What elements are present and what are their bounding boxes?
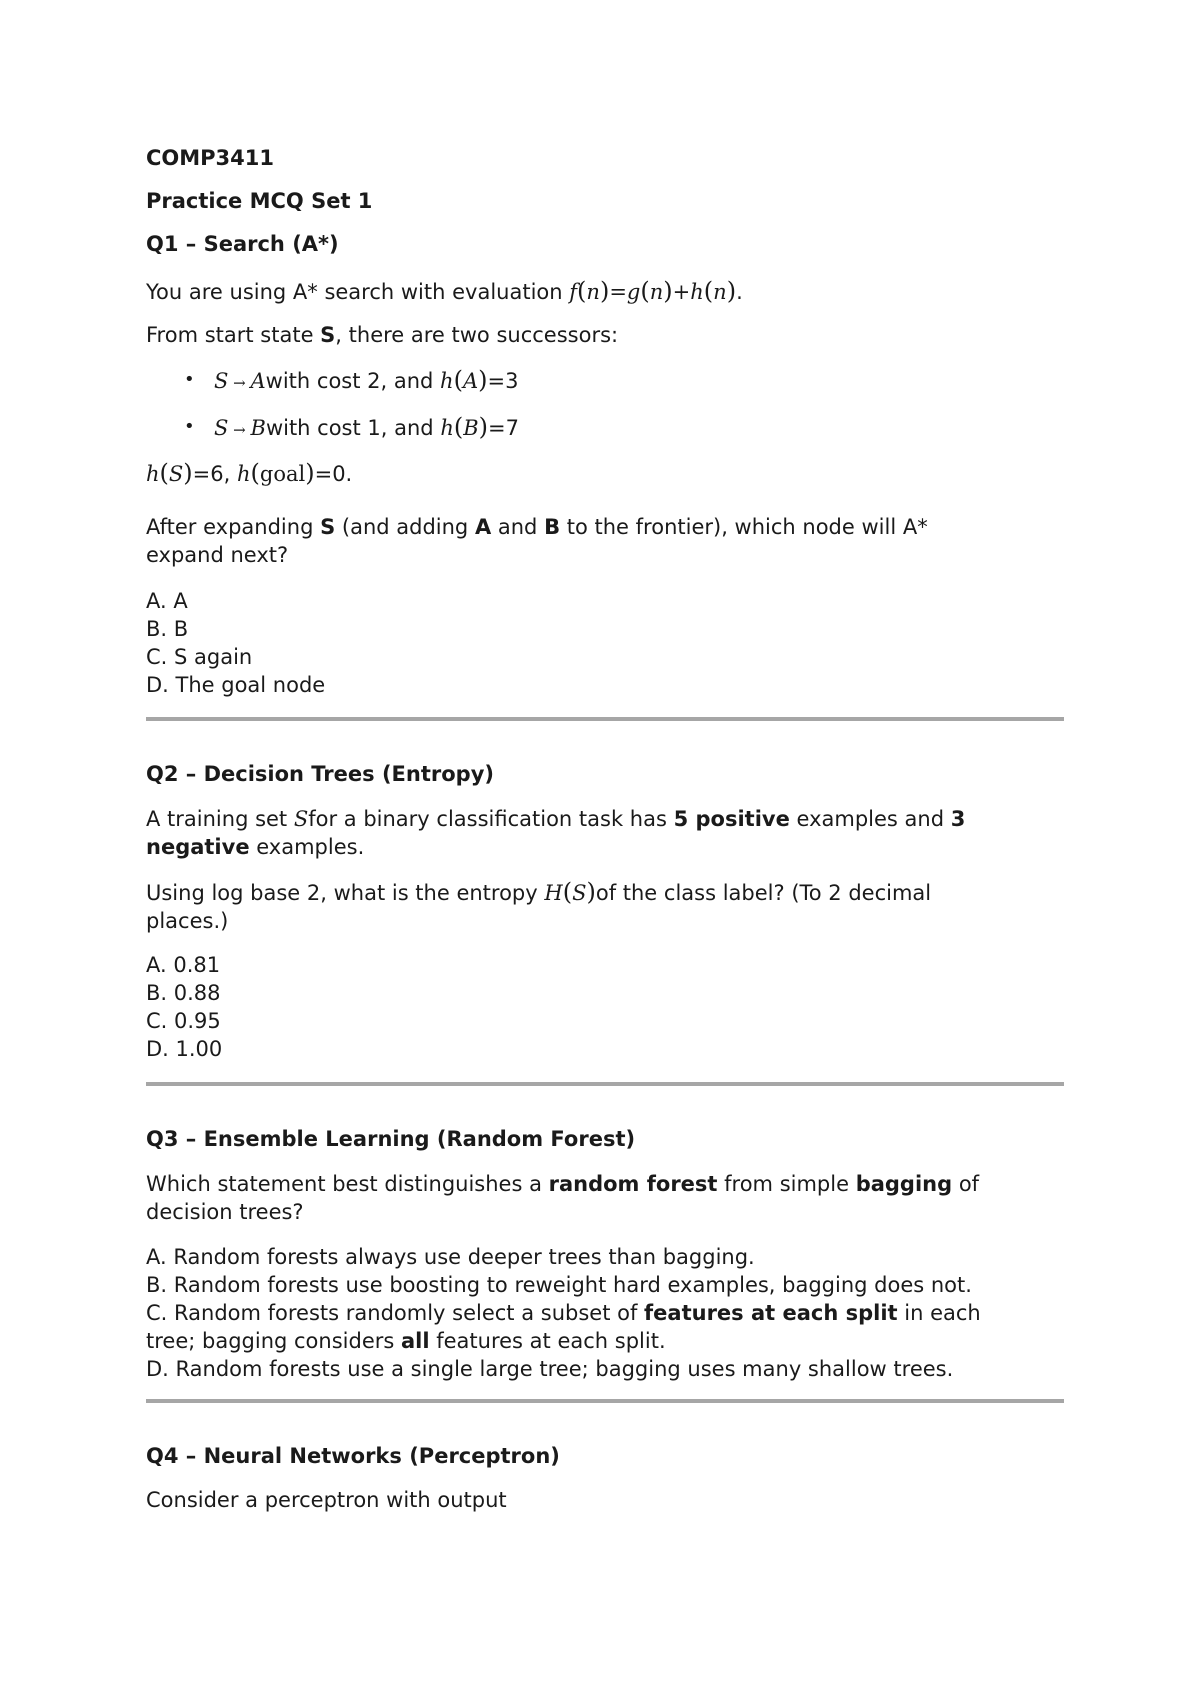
q2-paragraph-1: A training set Sfor a binary classification task has 5 positive examples and 3 negative examples. <box>146 807 966 859</box>
q1-question: After expanding S (and adding A and B to the frontier), which node will A* expand next? <box>146 515 928 567</box>
q3-option-b: B. Random forests use boosting to reweight hard examples, bagging does not. <box>146 1273 972 1297</box>
q1-line1: You are using A* search with evaluation f(n)=g(n)+h(n). <box>146 277 743 305</box>
q2-option-d: D. 1.00 <box>146 1037 223 1061</box>
q1-bullet-1: S → Awith cost 2, and h(A)=3 <box>214 366 519 394</box>
bullet-icon: • <box>184 416 195 437</box>
q4-paragraph: Consider a perceptron with output <box>146 1488 507 1512</box>
bullet-icon: • <box>184 369 195 390</box>
q1-options <box>146 587 325 699</box>
q1-option-c: C. S again <box>146 645 253 669</box>
q1-heading: Q1 – Search (A*) <box>146 232 339 256</box>
q2-paragraph-2: Using log base 2, what is the entropy H(S)of the class label? (To 2 decimal places.) <box>146 878 932 933</box>
q2-option-a: A. 0.81 <box>146 953 221 977</box>
q1-bullet-2: S → Bwith cost 1, and h(B)=7 <box>214 413 519 441</box>
formula-f: f(n)=g(n)+h(n) <box>569 277 737 305</box>
q3-paragraph: Which statement best distinguishes a random forest from simple bagging of decision trees? <box>146 1172 980 1224</box>
q3-heading: Q3 – Ensemble Learning (Random Forest) <box>146 1127 636 1151</box>
divider <box>146 1082 1064 1086</box>
q3-option-d: D. Random forests use a single large tree; bagging uses many shallow trees. <box>146 1357 954 1381</box>
q1-line2: From start state S, there are two successors: <box>146 323 619 347</box>
q2-options <box>146 951 222 1063</box>
course-code: COMP3411 <box>146 146 274 170</box>
q1-option-d: D. The goal node <box>146 673 326 697</box>
q2-heading: Q2 – Decision Trees (Entropy) <box>146 762 494 786</box>
q3-option-c: C. Random forests randomly select a subset of features at each split in each <box>146 1301 981 1325</box>
q4-heading: Q4 – Neural Networks (Perceptron) <box>146 1444 560 1468</box>
q2-option-c: C. 0.95 <box>146 1009 221 1033</box>
q1-heuristics: h(S)=6, h(goal)=0. <box>146 459 353 487</box>
q1-option-b: B. B <box>146 617 189 641</box>
q3-options <box>146 1243 981 1383</box>
q3-option-a: A. Random forests always use deeper trees than bagging. <box>146 1245 755 1269</box>
q3-option-c-cont: tree; bagging considers all features at each split. <box>146 1329 666 1353</box>
set-title: Practice MCQ Set 1 <box>146 189 373 213</box>
q1-option-a: A. A <box>146 589 188 613</box>
q2-option-b: B. 0.88 <box>146 981 221 1005</box>
divider <box>146 1399 1064 1403</box>
divider <box>146 717 1064 721</box>
